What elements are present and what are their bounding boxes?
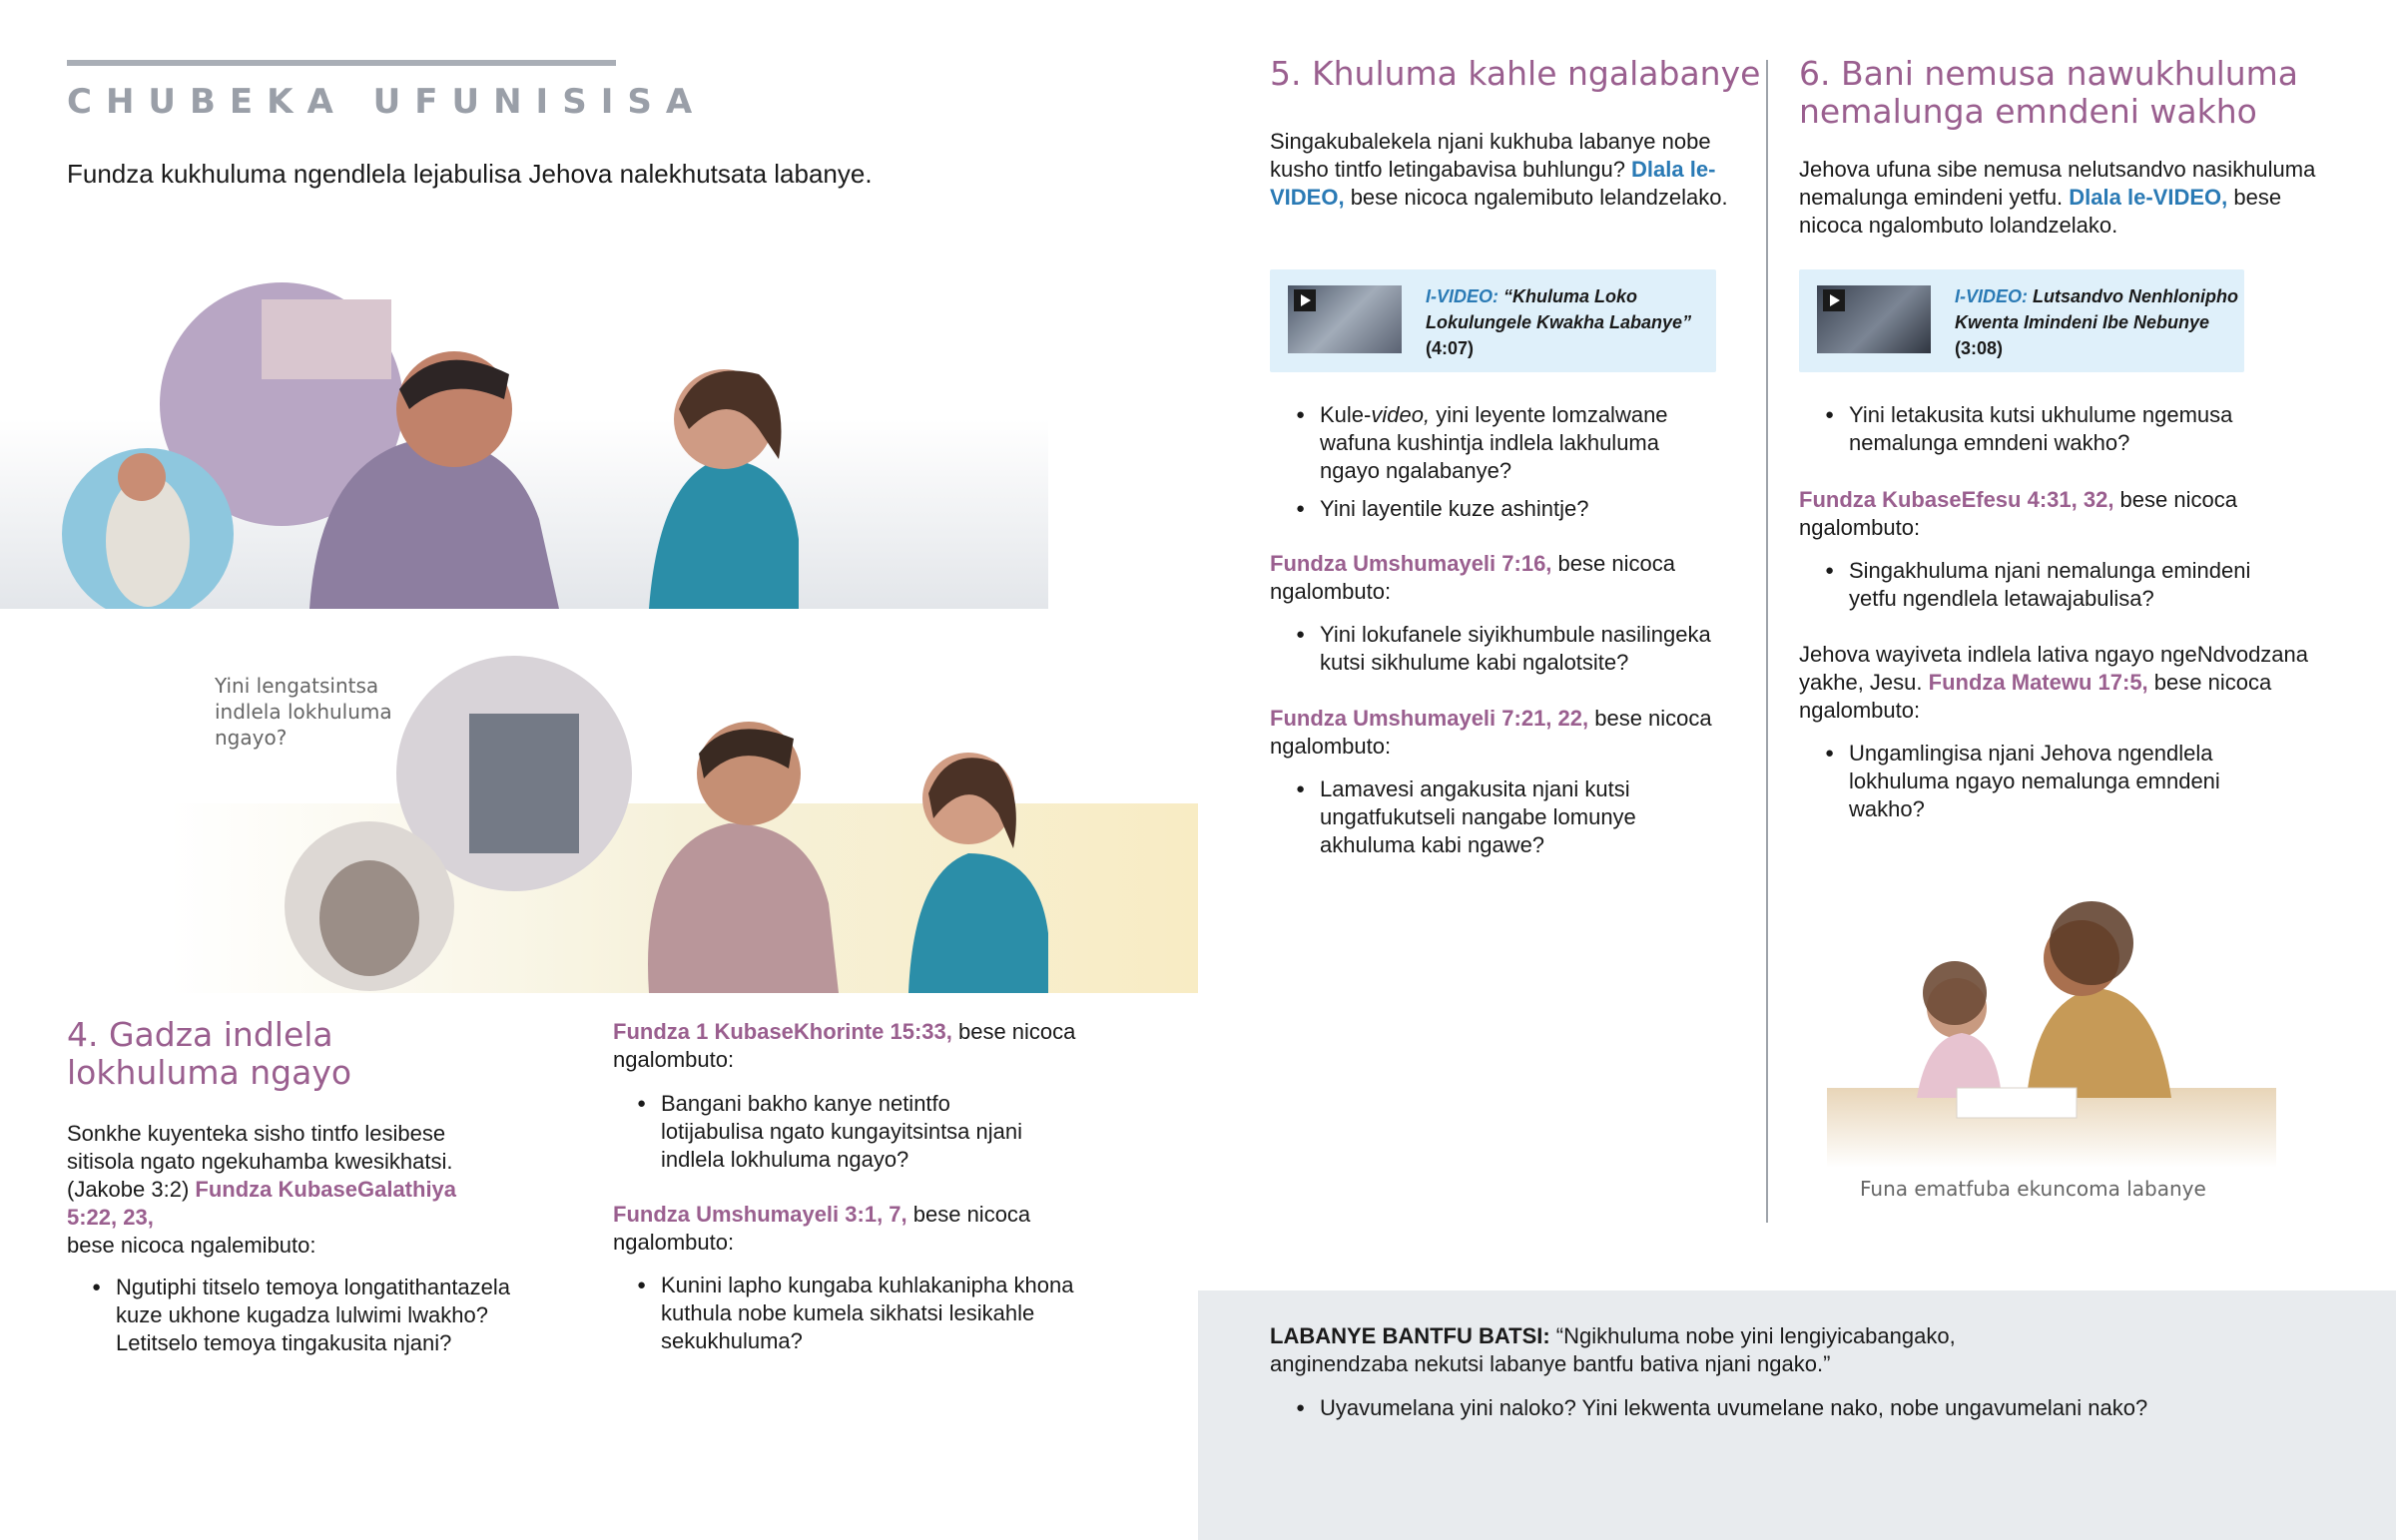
section-4-intro [67, 1120, 486, 1260]
woman-body [649, 459, 799, 609]
section-6-bullet-3: ● Ungamlingisa njani Jehova ngendlela lokhuluma ngayo nemalunga emndeni wakho? [1825, 740, 2224, 823]
video-thumbnail[interactable] [1288, 285, 1402, 353]
header-intro: Fundza kukhuluma ngendlela lejabulisa Jehova nalekhutsata labanye. [67, 159, 873, 189]
drawing-paper [1957, 1088, 2077, 1118]
section-4-bullet-1: ● Ngutiphi titselo temoya longatithantazela kuze ukhone kugadza lulwimi lwakho? Letitselo temoya tingakusita njani? [92, 1274, 551, 1357]
section-6-list-3 [1825, 740, 2224, 833]
mother-child-scene [1827, 898, 2276, 1168]
section-6-video-text [1955, 283, 2244, 361]
section-6-intro-text: Jehova ufuna sibe nemusa nelutsandvo nasikhuluma nemalunga emindeni yetfu. [1799, 157, 2316, 210]
mother-hair [2050, 901, 2133, 985]
video-duration: (3:08) [1955, 338, 2004, 358]
video-thumbnail[interactable] [1817, 285, 1931, 353]
others-say-bullet: ● Uyavumelana yini naloko? Yini lekwenta uvumelane nako, nobe ungavumelani nako? [1296, 1394, 2294, 1422]
section-5-read-2-end: bese nicoca ngalombuto: [1270, 706, 1712, 759]
calm-woman-body [908, 853, 1048, 993]
others-say-text [1270, 1322, 1989, 1378]
calm-man-body [648, 823, 839, 993]
section-5-intro [1270, 128, 1729, 212]
section-6-para-2 [1799, 641, 2358, 725]
section-6-para-2-text: Jehova wayiveta indlela lativa ngayo ngeNdvodzana yakhe, Jesu. [1799, 642, 2309, 695]
mother-body [2027, 988, 2171, 1098]
section-5-intro-end: bese nicoca ngalemibuto lelandzelako. [1344, 185, 1728, 210]
section-5-read-1 [1270, 550, 1719, 606]
play-icon[interactable] [1823, 289, 1845, 311]
video-label: I-VIDEO: [1426, 286, 1499, 306]
section-6-read-1-end: bese nicoca ngalombuto: [1799, 487, 2237, 540]
section-5-title: 5. Khuluma kahle ngalabanye [1270, 54, 1761, 93]
section-5-read-1-end: bese nicoca ngalombuto: [1270, 551, 1675, 604]
illustration-mother-child [1827, 898, 2276, 1168]
section-5-list-3 [1296, 775, 1695, 869]
section-5-intro-text: Singakubalekela njani kukhuba labanye nobe kusho tintfo letingabavisa buhlungu? [1270, 129, 1711, 182]
column-divider [1766, 60, 1768, 1223]
child-hair [1923, 961, 1987, 1025]
section-4-scripture-link-2[interactable]: Fundza 1 KubaseKhorinte 15:33, [613, 1019, 952, 1044]
section-4-intro-end: bese nicoca ngalemibuto: [67, 1233, 316, 1258]
section-6-play-link[interactable]: Dlala le-VIDEO, [2069, 185, 2228, 210]
section-6-list-1 [1825, 401, 2264, 467]
men-figures [469, 714, 579, 853]
section-5-video-text [1426, 283, 1716, 361]
bullet-1-part-c: yini leyente lomzalwane wafuna kushintja indlela lakhuluma ngayo ngalabanye? [1320, 402, 1668, 483]
section-4-bullet-2: ● Bangani bakho kanye netintfo lotijabulisa ngato kungayitsintsa njani indlela lokhuluma ngayo? [637, 1090, 1026, 1174]
others-say-quote: “Ngikhuluma nobe yini lengiyicabangako, anginendzaba nekutsi labanye bantfu bativa njani ngako.” [1270, 1323, 1956, 1376]
section-5-scripture-link-2[interactable]: Fundza Umshumayeli 7:21, 22, [1270, 706, 1589, 731]
section-4-title: 4. Gadza indlela lokhuluma ngayo [67, 1015, 352, 1092]
image-caption-1: Yini lengatsintsa indlela lokhuluma ngayo? [215, 674, 392, 750]
section-5-bullet-3: ● Yini lokufanele siyikhumbule nasilingeka kutsi sikhulume kabi ngalotsite? [1296, 621, 1735, 677]
section-5-scripture-link-1[interactable]: Fundza Umshumayeli 7:16, [1270, 551, 1552, 576]
section-4-list-1 [92, 1274, 551, 1367]
section-5-bullet-4: ● Lamavesi angakusita njani kutsi ungatfukutseli nangabe lomunye akhuluma kabi ngawe? [1296, 775, 1695, 859]
calm-scene [170, 654, 1198, 993]
section-4-read-3-end: bese nicoca ngalombuto: [613, 1202, 1031, 1255]
section-5-bullet-1 [1296, 401, 1725, 485]
section-5-read-2 [1270, 705, 1729, 761]
section-6-intro [1799, 156, 2318, 240]
argument-scene [0, 279, 1048, 609]
section-5-video-card[interactable] [1270, 269, 1716, 372]
reading-man [319, 860, 419, 976]
section-6-bullet-2: ● Singakhuluma njani nemalunga emindeni yetfu ngendlela letawajabulisa? [1825, 557, 2264, 613]
header-rule [67, 60, 616, 66]
tv-screen [262, 299, 391, 379]
section-6-list-2 [1825, 557, 2264, 623]
section-4-scripture-link-3[interactable]: Fundza Umshumayeli 3:1, 7, [613, 1202, 907, 1227]
section-4-scripture-link[interactable]: Fundza KubaseGalathiya 5:22, 23, [67, 1177, 457, 1230]
section-5-list-2 [1296, 621, 1735, 687]
section-6-intro-end: bese nicoca ngalombuto lolandzelako. [1799, 185, 2282, 238]
video-title: Lutsandvo Nenhlonipho Kwenta Imindeni Ibe Nebunye [1955, 286, 2239, 332]
section-5-play-link[interactable]: Dlala le-VIDEO, [1270, 157, 1716, 210]
section-6-scripture-link-2[interactable]: Fundza Matewu 17:5, [1928, 670, 2148, 695]
others-say-list [1296, 1394, 2294, 1432]
section-6-video-card[interactable] [1799, 269, 2244, 372]
section-5-bullet-2: ● Yini layentile kuze ashintje? [1296, 495, 1725, 523]
video-duration: (4:07) [1426, 338, 1475, 358]
illustration-calm [170, 654, 1198, 993]
image-caption-2: Funa ematfuba ekuncoma labanye [1860, 1177, 2206, 1201]
illustration-argument [0, 279, 1048, 609]
bullet-1-part-a: Kule- [1320, 402, 1372, 427]
play-icon[interactable] [1294, 289, 1316, 311]
section-6-scripture-link-1[interactable]: Fundza KubaseEfesu 4:31, 32, [1799, 487, 2114, 512]
section-header-title: CHUBEKA UFUNISISA [67, 82, 707, 122]
bullet-1-part-b: video, [1371, 402, 1431, 427]
video-title: “Khuluma Loko Lokulungele Kwakha Labanye” [1426, 286, 1692, 332]
section-4-list-3 [637, 1272, 1116, 1365]
section-4-list-2 [637, 1090, 1026, 1184]
video-label: I-VIDEO: [1955, 286, 2029, 306]
section-4-bullet-3: ● Kunini lapho kungaba kuhlakanipha khona kuthula nobe kumela sikhatsi lesikahle sekukhuluma? [637, 1272, 1116, 1355]
section-6-bullet-1: ● Yini letakusita kutsi ukhulume ngemusa nemalunga emndeni wakho? [1825, 401, 2264, 457]
section-4-read-2-end: bese nicoca ngalombuto: [613, 1019, 1076, 1072]
section-4-read-3 [613, 1201, 1082, 1257]
others-say-box [1198, 1290, 2396, 1540]
section-6-read-2-end: bese nicoca ngalombuto: [1799, 670, 2272, 723]
section-6-read-1 [1799, 486, 2258, 542]
section-4-intro-text: Sonkhe kuyenteka sisho tintfo lesibese sitisola ngato ngekuhamba kwesikhatsi. (Jakobe 3:2) [67, 1121, 453, 1202]
boy-head [118, 453, 166, 501]
others-say-label: LABANYE BANTFU BATSI: [1270, 1323, 1550, 1348]
section-5-list-1 [1296, 401, 1725, 533]
section-4-read-2 [613, 1018, 1112, 1074]
section-6-title: 6. Bani nemusa nawukhuluma nemalunga emndeni wakho [1799, 54, 2299, 131]
